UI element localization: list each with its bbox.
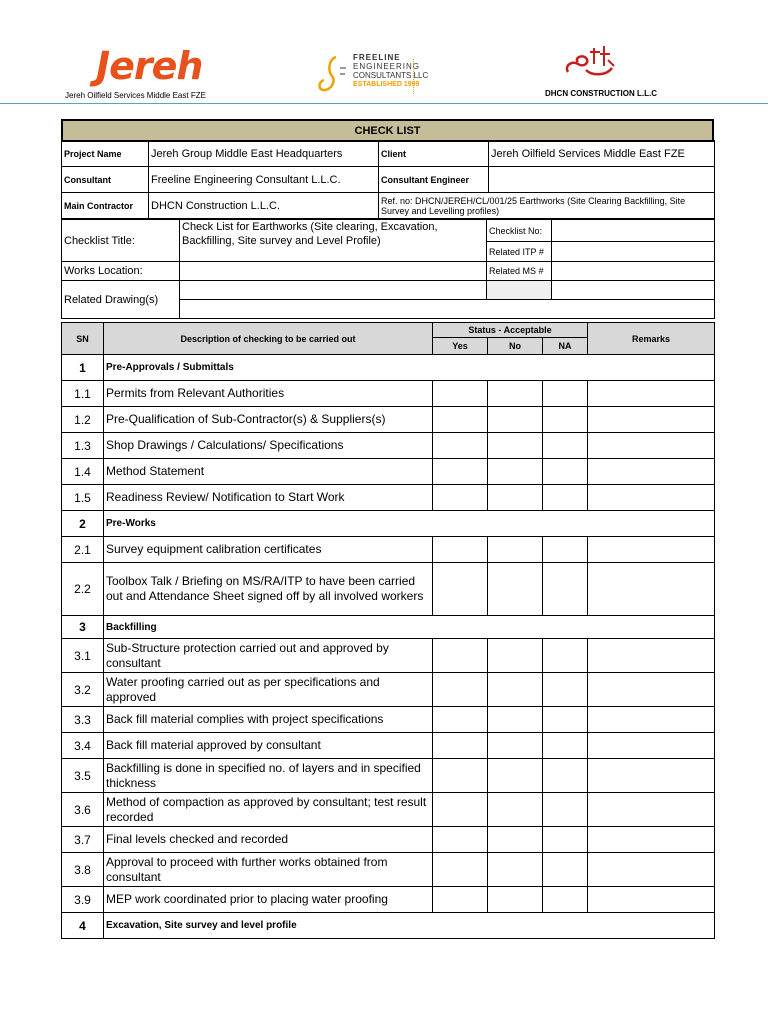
table-row xyxy=(62,707,715,733)
yes-cell[interactable] xyxy=(433,537,488,563)
col-status: Status - Acceptable xyxy=(433,323,588,338)
section-title: Pre-Works xyxy=(104,511,715,537)
row-description: Water proofing carried out as per specifications and approved xyxy=(104,673,433,707)
na-cell[interactable] xyxy=(543,733,588,759)
na-cell[interactable] xyxy=(543,887,588,913)
no-cell[interactable] xyxy=(488,759,543,793)
reference-number[interactable]: Ref. no: DHCN/JEREH/CL/001/25 Earthworks (Site Clearing Backfilling, Site Survey and Levelling profiles) xyxy=(379,193,715,219)
checklist-no-value[interactable] xyxy=(552,220,715,242)
no-cell[interactable] xyxy=(488,673,543,707)
table-row xyxy=(62,563,715,616)
na-cell[interactable] xyxy=(543,485,588,511)
table-row xyxy=(62,673,715,707)
remarks-cell[interactable] xyxy=(588,733,715,759)
table-row xyxy=(62,537,715,563)
jereh-subtitle: Jereh Oilfield Services Middle East FZE xyxy=(65,91,206,100)
yes-cell[interactable] xyxy=(433,887,488,913)
related-ms-label: Related MS # xyxy=(487,262,552,281)
checklist-rows xyxy=(62,355,715,939)
row-description: Shop Drawings / Calculations/ Specifications xyxy=(104,433,433,459)
related-drawing-extra-2[interactable] xyxy=(552,281,715,300)
remarks-cell[interactable] xyxy=(588,407,715,433)
remarks-cell[interactable] xyxy=(588,485,715,511)
jereh-logo: Jereh xyxy=(96,44,203,88)
table-row xyxy=(62,639,715,673)
row-sn: 3.2 xyxy=(62,673,104,707)
row-sn: 4 xyxy=(62,913,104,939)
col-na: NA xyxy=(543,338,588,355)
related-ms-value[interactable] xyxy=(552,262,715,281)
row-description: Final levels checked and recorded xyxy=(104,827,433,853)
project-name-label: Project Name xyxy=(62,141,149,167)
section-title: Backfilling xyxy=(104,616,715,639)
row-sn: 1.3 xyxy=(62,433,104,459)
table-row xyxy=(62,793,715,827)
remarks-cell[interactable] xyxy=(588,707,715,733)
dhcn-company-name: DHCN CONSTRUCTION L.L.C xyxy=(545,89,657,98)
yes-cell[interactable] xyxy=(433,759,488,793)
no-cell[interactable] xyxy=(488,733,543,759)
remarks-cell[interactable] xyxy=(588,563,715,616)
dhcn-logo-icon xyxy=(560,42,630,84)
no-cell[interactable] xyxy=(488,381,543,407)
na-cell[interactable] xyxy=(543,381,588,407)
freeline-logo-text: FREELINE ENGINEERING CONSULTANTS LLC ESTABLISHED 1999 xyxy=(353,53,429,88)
consultant-label: Consultant xyxy=(62,167,149,193)
table-row xyxy=(62,733,715,759)
main-contractor-label: Main Contractor xyxy=(62,193,149,219)
na-cell[interactable] xyxy=(543,537,588,563)
col-remarks: Remarks xyxy=(588,323,715,355)
related-drawing-value[interactable] xyxy=(180,281,487,300)
row-sn: 2 xyxy=(62,511,104,537)
remarks-cell[interactable] xyxy=(588,433,715,459)
row-description: Back fill material complies with project specifications xyxy=(104,707,433,733)
row-sn: 3.4 xyxy=(62,733,104,759)
yes-cell[interactable] xyxy=(433,459,488,485)
table-row xyxy=(62,485,715,511)
freeline-contact-block xyxy=(413,59,419,94)
yes-cell[interactable] xyxy=(433,827,488,853)
no-cell[interactable] xyxy=(488,537,543,563)
row-description: Survey equipment calibration certificates xyxy=(104,537,433,563)
col-sn: SN xyxy=(62,323,104,355)
na-cell[interactable] xyxy=(543,433,588,459)
row-description: MEP work coordinated prior to placing water proofing xyxy=(104,887,433,913)
row-description: Readiness Review/ Notification to Start Work xyxy=(104,485,433,511)
row-sn: 3.5 xyxy=(62,759,104,793)
remarks-cell[interactable] xyxy=(588,887,715,913)
main-contractor-value[interactable]: DHCN Construction L.L.C. xyxy=(149,193,379,219)
row-sn: 3.3 xyxy=(62,707,104,733)
no-cell[interactable] xyxy=(488,433,543,459)
section-title: Pre-Approvals / Submittals xyxy=(104,355,715,381)
na-cell[interactable] xyxy=(543,793,588,827)
checklist-info-table xyxy=(61,219,715,319)
yes-cell[interactable] xyxy=(433,563,488,616)
col-description: Description of checking to be carried out xyxy=(104,323,433,355)
row-description: Approval to proceed with further works obtained from consultant xyxy=(104,853,433,887)
table-row xyxy=(62,459,715,485)
table-row xyxy=(62,827,715,853)
checklist-items-table xyxy=(61,322,715,939)
header-divider xyxy=(0,103,768,104)
no-cell[interactable] xyxy=(488,793,543,827)
table-row xyxy=(62,381,715,407)
no-cell[interactable] xyxy=(488,707,543,733)
remarks-cell[interactable] xyxy=(588,639,715,673)
client-label: Client xyxy=(379,141,489,167)
yes-cell[interactable] xyxy=(433,639,488,673)
row-description: Method of compaction as approved by consultant; test result recorded xyxy=(104,793,433,827)
remarks-cell[interactable] xyxy=(588,673,715,707)
table-row xyxy=(62,407,715,433)
section-row xyxy=(62,355,715,381)
checklist-title-bar xyxy=(61,119,714,142)
section-row xyxy=(62,913,715,939)
checklist-title-value[interactable]: Check List for Earthworks (Site clearing, Excavation, Backfilling, Site survey and Level Profile) xyxy=(180,220,487,262)
remarks-cell[interactable] xyxy=(588,381,715,407)
row-sn: 1 xyxy=(62,355,104,381)
table-row xyxy=(62,853,715,887)
related-drawing-extra-1 xyxy=(487,281,552,300)
no-cell[interactable] xyxy=(488,827,543,853)
works-location-label: Works Location: xyxy=(62,262,180,281)
section-title: Excavation, Site survey and level profile xyxy=(104,913,715,939)
row-sn: 1.2 xyxy=(62,407,104,433)
yes-cell[interactable] xyxy=(433,407,488,433)
section-row xyxy=(62,511,715,537)
yes-cell[interactable] xyxy=(433,485,488,511)
no-cell[interactable] xyxy=(488,853,543,887)
consultant-engineer-label: Consultant Engineer xyxy=(379,167,489,193)
row-sn: 3.8 xyxy=(62,853,104,887)
row-sn: 1.5 xyxy=(62,485,104,511)
row-sn: 2.2 xyxy=(62,563,104,616)
related-itp-label: Related ITP # xyxy=(487,242,552,262)
client-value[interactable]: Jereh Oilfield Services Middle East FZE xyxy=(489,141,715,167)
yes-cell[interactable] xyxy=(433,853,488,887)
row-description: Back fill material approved by consultant xyxy=(104,733,433,759)
row-sn: 3.7 xyxy=(62,827,104,853)
remarks-cell[interactable] xyxy=(588,759,715,793)
yes-cell[interactable] xyxy=(433,433,488,459)
no-cell[interactable] xyxy=(488,485,543,511)
yes-cell[interactable] xyxy=(433,733,488,759)
section-row xyxy=(62,616,715,639)
row-sn: 3.6 xyxy=(62,793,104,827)
row-sn: 1.4 xyxy=(62,459,104,485)
remarks-cell[interactable] xyxy=(588,853,715,887)
row-description: Pre-Qualification of Sub-Contractor(s) & Suppliers(s) xyxy=(104,407,433,433)
table-row xyxy=(62,759,715,793)
row-sn: 2.1 xyxy=(62,537,104,563)
consultant-engineer-value[interactable] xyxy=(489,167,715,193)
na-cell[interactable] xyxy=(543,459,588,485)
na-cell[interactable] xyxy=(543,707,588,733)
remarks-cell[interactable] xyxy=(588,827,715,853)
consultant-value[interactable]: Freeline Engineering Consultant L.L.C. xyxy=(149,167,379,193)
yes-cell[interactable] xyxy=(433,673,488,707)
yes-cell[interactable] xyxy=(433,793,488,827)
remarks-cell[interactable] xyxy=(588,537,715,563)
checklist-no-label: Checklist No: xyxy=(487,220,552,242)
na-cell[interactable] xyxy=(543,853,588,887)
table-row xyxy=(62,433,715,459)
project-name-value[interactable]: Jereh Group Middle East Headquarters xyxy=(149,141,379,167)
remarks-cell[interactable] xyxy=(588,793,715,827)
no-cell[interactable] xyxy=(488,407,543,433)
table-row xyxy=(62,887,715,913)
page-header xyxy=(0,0,768,104)
row-description: Method Statement xyxy=(104,459,433,485)
no-cell[interactable] xyxy=(488,563,543,616)
na-cell[interactable] xyxy=(543,673,588,707)
row-sn: 3 xyxy=(62,616,104,639)
checklist-title-label: Checklist Title: xyxy=(62,220,180,262)
no-cell[interactable] xyxy=(488,459,543,485)
row-sn: 3.9 xyxy=(62,887,104,913)
row-description: Backfilling is done in specified no. of layers and in specified thickness xyxy=(104,759,433,793)
col-no: No xyxy=(488,338,543,355)
no-cell[interactable] xyxy=(488,639,543,673)
page-title: CHECK LIST xyxy=(62,120,713,141)
na-cell[interactable] xyxy=(543,759,588,793)
freeline-logo-icon xyxy=(316,54,350,94)
col-yes: Yes xyxy=(433,338,488,355)
works-location-value[interactable] xyxy=(180,262,487,281)
row-sn: 3.1 xyxy=(62,639,104,673)
yes-cell[interactable] xyxy=(433,707,488,733)
no-cell[interactable] xyxy=(488,887,543,913)
related-drawing-label: Related Drawing(s) xyxy=(62,281,180,319)
project-info-table xyxy=(61,140,715,219)
row-description: Permits from Relevant Authorities xyxy=(104,381,433,407)
na-cell[interactable] xyxy=(543,639,588,673)
na-cell[interactable] xyxy=(543,407,588,433)
na-cell[interactable] xyxy=(543,827,588,853)
remarks-cell[interactable] xyxy=(588,459,715,485)
row-description: Sub-Structure protection carried out and approved by consultant xyxy=(104,639,433,673)
related-itp-value[interactable] xyxy=(552,242,715,262)
row-description: Toolbox Talk / Briefing on MS/RA/ITP to have been carried out and Attendance Sheet signed off by all involved workers xyxy=(104,563,433,616)
row-sn: 1.1 xyxy=(62,381,104,407)
na-cell[interactable] xyxy=(543,563,588,616)
related-drawing-value-2[interactable] xyxy=(180,300,715,319)
yes-cell[interactable] xyxy=(433,381,488,407)
